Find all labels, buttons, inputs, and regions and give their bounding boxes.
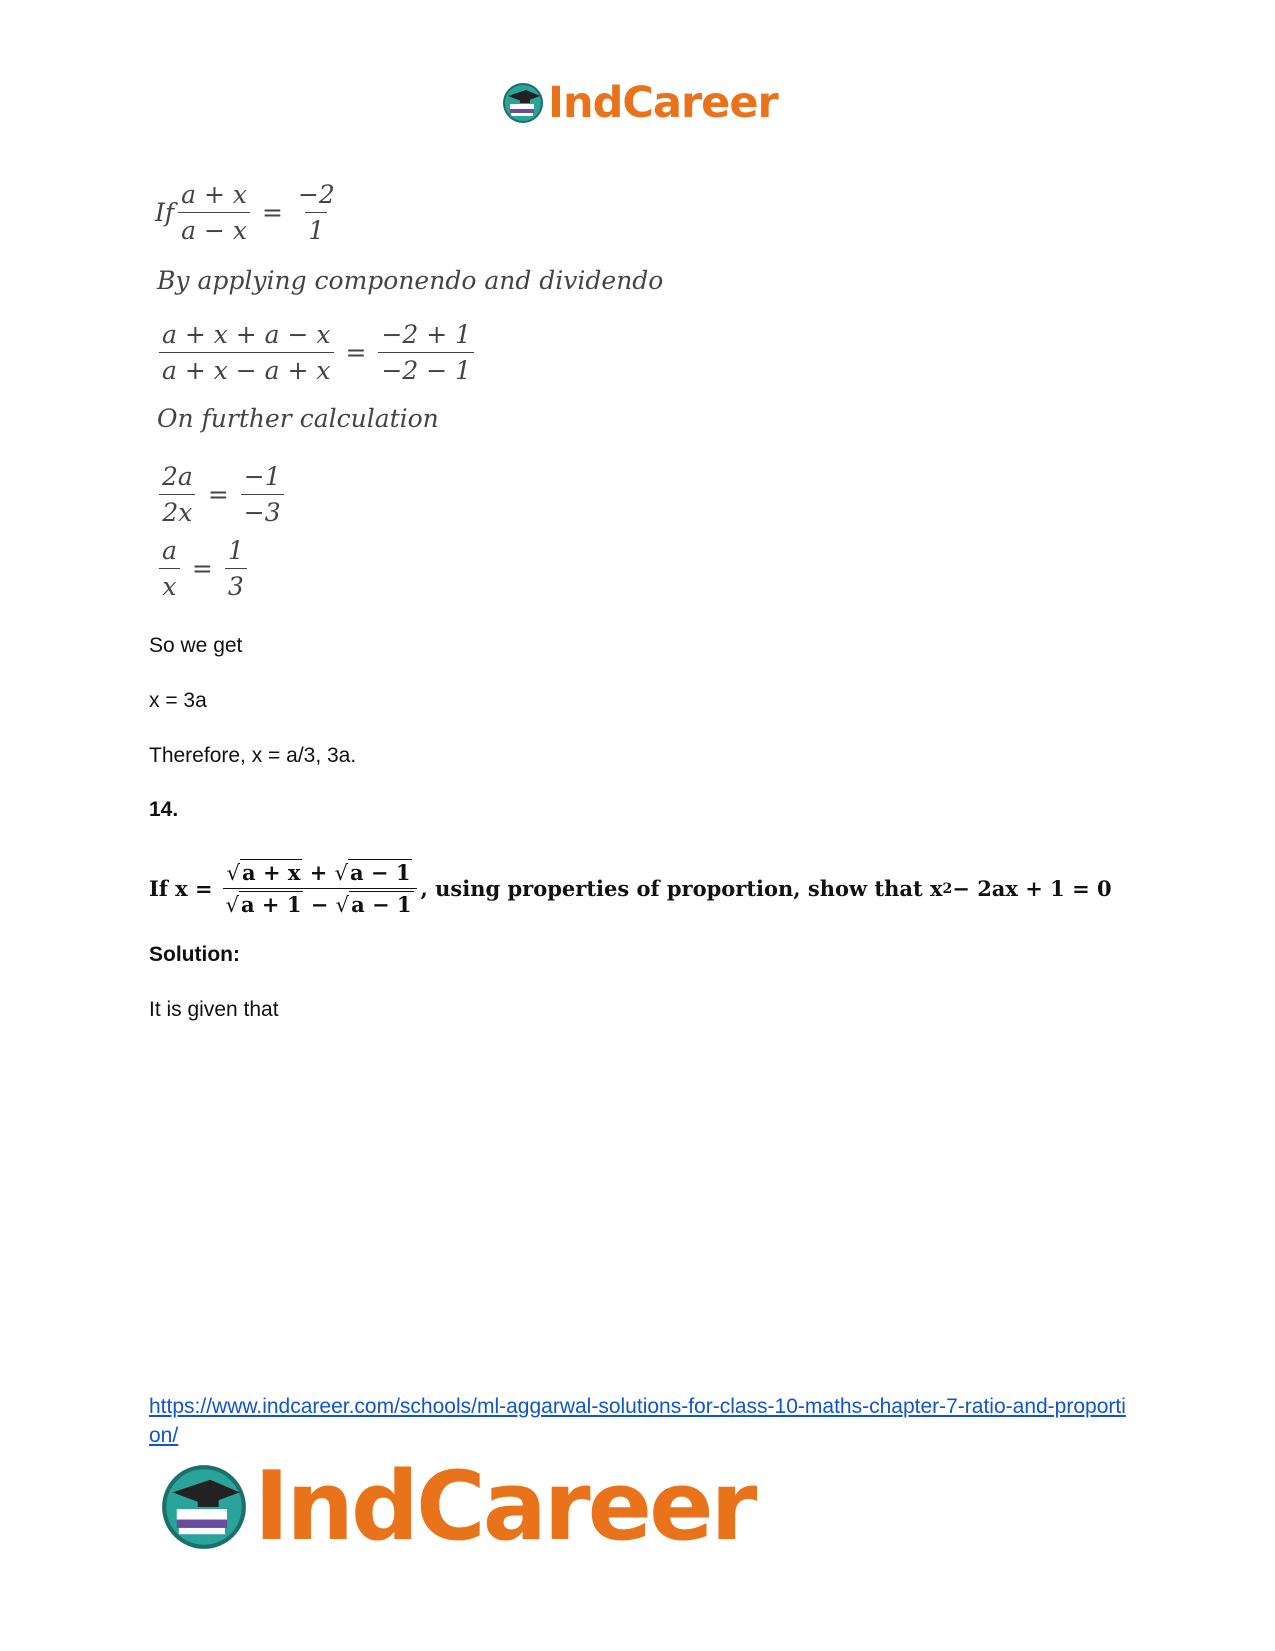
problem-exponent: 2: [942, 880, 953, 897]
fraction: $\frac{a}{x}$: [159, 536, 180, 601]
equation-2: $\frac{a + x + a - x}{a + x - a + x}$ = $\frac{-2 + 1}{-2 - 1}$: [155, 320, 478, 385]
problem-tail: − 2ax + 1 = 0: [952, 876, 1112, 901]
x-equals-text: x = 3a: [149, 689, 207, 712]
equation-3: $\frac{2a}{2x}$ = $\frac{-1}{-3}$: [155, 462, 288, 527]
fraction: $\frac{-1}{-3}$: [241, 462, 284, 527]
footer-logo: [160, 1452, 754, 1562]
logo-wordmark: IndCareer: [548, 78, 778, 128]
logo-wordmark: IndCareer: [254, 1452, 755, 1562]
equation-1: If $\frac{a + x}{a - x}$ = $\frac{-2}{1}$: [155, 180, 342, 245]
if-label: If: [155, 198, 175, 227]
graduation-cap-book-icon: [160, 1463, 248, 1551]
problem-prefix: If x =: [149, 876, 213, 901]
so-we-get-text: So we get: [149, 634, 243, 657]
fraction: $\frac{-2}{1}$: [297, 180, 335, 245]
solution-heading: Solution:: [149, 943, 240, 966]
therefore-text: Therefore, x = a/3, 3a.: [149, 744, 357, 767]
problem-statement: [149, 860, 1112, 917]
question-number: 14.: [149, 798, 179, 821]
fraction: $\frac{a + x + a - x}{a + x - a + x}$: [159, 320, 334, 385]
step-text-2: On further calculation: [157, 404, 439, 433]
problem-mid: , using properties of proportion, show that x: [420, 876, 943, 901]
source-link[interactable]: https://www.indcareer.com/schools/ml-aggarwal-solutions-for-class-10-maths-chapter-7-ratio-and-proportion/: [149, 1395, 1126, 1447]
header-logo: [502, 78, 778, 128]
fraction: $\frac{-2 + 1}{-2 - 1}$: [378, 320, 474, 385]
step-text-1: By applying componendo and dividendo: [157, 266, 664, 295]
fraction: $\frac{a + x}{a - x}$: [178, 180, 250, 245]
graduation-cap-book-icon: [502, 82, 544, 124]
given-text: It is given that: [149, 998, 279, 1021]
equation-4: $\frac{a}{x}$ = $\frac{1}{3}$: [155, 536, 251, 601]
fraction: $\frac{1}{3}$: [225, 536, 247, 601]
problem-fraction: $\frac{√a + x + √a - 1}{√a + 1 - √a - 1}$: [223, 860, 417, 917]
fraction: $\frac{2a}{2x}$: [159, 462, 196, 527]
